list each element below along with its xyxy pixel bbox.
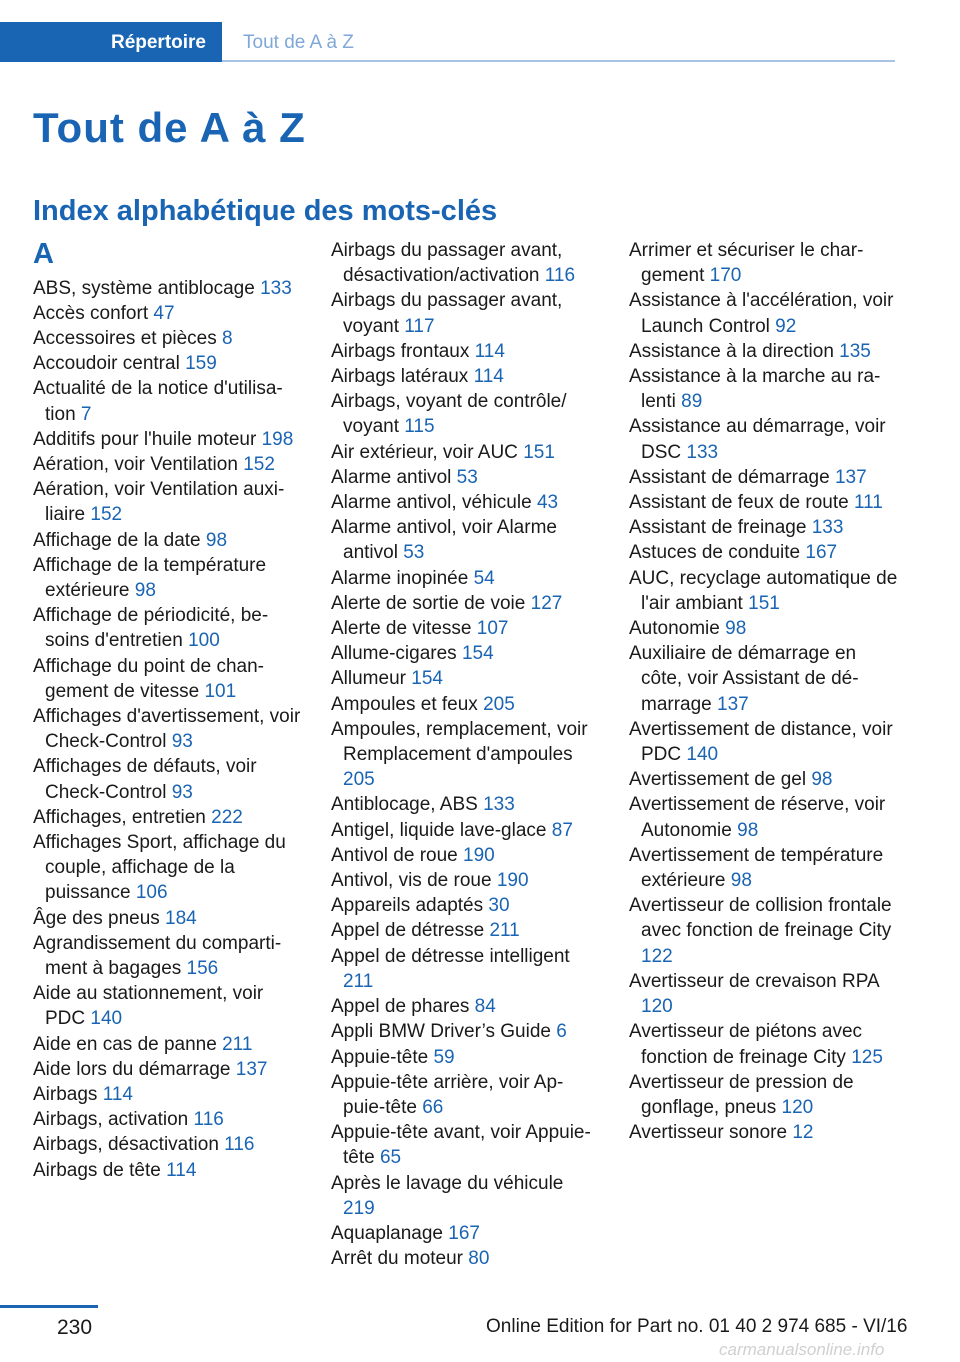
index-entry [629,717,901,767]
index-entry [331,944,599,994]
page-reference-link[interactable]: 93 [171,781,193,803]
index-entry [629,1070,901,1120]
index-entry [629,641,901,717]
index-entry [33,477,301,527]
index-entry [331,818,599,843]
page-reference-link[interactable]: 140 [686,744,719,766]
index-entry [629,1120,901,1145]
index-entry [331,868,599,893]
edition-text: Online Edition for Part no. 01 40 2 974 685 - VI/16 [486,1316,908,1337]
page-reference-link[interactable]: 211 [343,970,374,992]
page-reference-link[interactable]: 137 [235,1058,268,1080]
index-entry-text: Alerte de sortie de voie [331,592,526,614]
index-entry-text: Air extérieur, voir AUC [331,441,518,463]
index-entry-text: Âge des pneus [33,907,160,929]
index-entry [331,893,599,918]
page-reference-link[interactable]: 184 [165,907,197,929]
index-entry-text: Accès confort [33,302,149,324]
index-entry-text: Affichage du point de changement de vitesse [33,655,264,702]
index-entry [33,1107,301,1132]
index-entry [33,654,301,704]
page-reference-link[interactable]: 151 [748,592,780,614]
index-entry [331,1070,599,1120]
page-reference-link[interactable]: 65 [379,1147,402,1169]
header-divider [222,60,895,62]
index-entry-text: Affichage de la date [33,529,201,551]
index-entry-text: Agrandissement du compartiment à bagages [33,932,282,979]
index-entry-text: Affichage de périodicité, besoins d'entretien [33,605,269,652]
index-entry [629,767,901,792]
index-entry [629,465,901,490]
index-entry [33,301,301,326]
page-reference-link[interactable]: 170 [709,265,742,287]
index-entry-text: Appel de phares [331,996,470,1018]
index-entry [331,1246,599,1271]
index-entry-text: Avertisseur de piétons avec fonction de freinage City [629,1021,863,1068]
index-entry [331,692,599,717]
index-entry [331,616,599,641]
page-reference-link[interactable]: 211 [222,1033,253,1055]
index-entry-text: Antiblocage, ABS [331,794,478,816]
tab-repertoire-label: Répertoire [110,32,206,53]
index-entry [33,452,301,477]
page-reference-link[interactable]: 140 [90,1008,123,1030]
index-entry [33,427,301,452]
page-reference-link[interactable]: 66 [422,1096,444,1118]
index-entry-text: Alarme inopinée [331,567,469,589]
index-entry [331,490,599,515]
page-reference-link[interactable]: 222 [211,806,243,828]
index-entry-text: Additifs pour l'huile moteur [33,428,257,450]
page-reference-link[interactable]: 101 [204,680,237,702]
index-entry [331,339,599,364]
tab-tout-de-a-a-z[interactable]: Tout de A à Z [243,32,354,53]
index-entry [629,414,901,464]
index-entry [33,931,301,981]
page-reference-link[interactable]: 114 [474,340,505,362]
index-entry-text: Affichages, entretien [33,806,206,828]
index-entry-text: Airbags du passager avant, désactivation/activation [331,240,563,287]
page-number: 230 [57,1316,93,1339]
index-entry-text: Avertissement de réserve, voir Autonomie [629,794,886,841]
page-reference-link[interactable]: 87 [551,819,573,841]
index-column-3 [629,238,901,1145]
index-entry [331,1045,599,1070]
index-subtitle: Index alphabétique des mots-clés [33,195,498,227]
index-entry [331,918,599,943]
index-entry-text: Avertissement de gel [629,769,807,791]
page-reference-link[interactable]: 219 [343,1197,375,1219]
page-reference-link[interactable]: 154 [461,643,494,665]
page-reference-link[interactable]: 137 [834,466,867,488]
index-entry [331,792,599,817]
page-reference-link[interactable]: 107 [476,618,509,640]
index-entry-text: Appel de détresse intelligent [331,945,570,967]
page-reference-link[interactable]: 127 [530,592,563,614]
index-entry-text: Airbags latéraux [331,366,469,388]
index-entry-text: Appuie-tête avant, voir Appuie-tête [331,1122,591,1169]
index-entry-text: Aération, voir Ventilation [33,453,238,475]
page-reference-link[interactable]: 106 [135,882,168,904]
index-entry [33,1158,301,1183]
page-reference-link[interactable]: 53 [456,466,478,488]
index-entry [33,906,301,931]
index-entry-text: Assistance à l'accélération, voir Launch Control [629,290,894,337]
index-entry-text: Appuie-tête [331,1046,429,1068]
index-list-3 [629,238,901,1145]
page-reference-link[interactable]: 98 [730,870,752,892]
index-entry-text: Assistant de démarrage [629,466,830,488]
index-entry-text: AUC, recyclage automatique de l'air ambiant [629,567,898,614]
page-reference-link[interactable]: 154 [411,668,443,690]
index-entry-text: Airbags, désactivation [33,1134,219,1156]
page-reference-link[interactable]: 205 [343,769,375,791]
index-entry [629,566,901,616]
index-entry [331,641,599,666]
page-reference-link[interactable]: 92 [775,315,797,337]
page-reference-link[interactable]: 114 [166,1159,197,1181]
index-entry-text: Autonomie [629,618,720,640]
index-entry-text: Affichages de défauts, voir Check-Control [33,756,257,803]
index-entry [629,238,901,288]
page-reference-link[interactable]: 198 [261,428,294,450]
index-entry [331,843,599,868]
page-reference-link[interactable]: 98 [811,769,833,791]
index-entry [629,969,901,1019]
page-reference-link[interactable]: 152 [243,453,275,475]
index-column-2 [331,238,599,1271]
index-entry [629,490,901,515]
index-entry [629,843,901,893]
page-reference-link[interactable]: 151 [523,441,555,463]
index-entry [629,540,901,565]
index-entry-text: Assistant de feux de route [629,492,849,514]
page-reference-link[interactable]: 114 [473,366,504,388]
page-reference-link[interactable]: 137 [717,693,749,715]
page-reference-link[interactable]: 159 [185,353,217,375]
index-entry-text: Avertisseur de crevaison RPA [629,970,879,992]
index-entry [629,515,901,540]
watermark-logo: carmanualsonline.info [719,1340,885,1359]
page-reference-link[interactable]: 47 [153,302,175,324]
index-entry [331,515,599,565]
index-entry [331,440,599,465]
page-reference-link[interactable]: 117 [404,315,435,337]
index-entry-text: Appli BMW Driver’s Guide [331,1021,551,1043]
index-entry-text: Avertisseur de collision frontale avec fonction de freinage City [629,895,892,942]
page-reference-link[interactable]: 93 [171,731,193,753]
index-entry [33,1082,301,1107]
page-reference-link[interactable]: 7 [80,403,92,425]
index-entry [331,364,599,389]
index-entry-text: Appel de détresse [331,920,485,942]
index-entry-text: Alarme antivol [331,466,452,488]
index-entry-text: Antivol de roue [331,844,458,866]
index-entry-text: Assistant de freinage [629,517,807,539]
tab-repertoire[interactable] [0,22,222,62]
index-entry [331,238,599,288]
page-reference-link[interactable]: 167 [805,542,838,564]
index-entry [629,616,901,641]
index-entry-text: Airbags, voyant de contrôle/ voyant [331,391,567,438]
index-entry-text: Allume-cigares [331,643,457,665]
index-entry [33,1132,301,1157]
page-reference-link[interactable]: 54 [473,567,495,589]
index-entry [629,792,901,842]
index-entry-text: Arrimer et sécuriser le chargement [629,240,864,287]
footer-divider [0,1305,98,1308]
index-entry [331,994,599,1019]
index-entry [331,591,599,616]
index-entry [33,553,301,603]
page-reference-link[interactable]: 190 [463,844,495,866]
page-reference-link[interactable]: 190 [496,870,529,892]
index-entry-text: Aide au stationnement, voir PDC [33,983,264,1030]
page-reference-link[interactable]: 98 [134,579,156,601]
index-entry [33,376,301,426]
index-entry-text: Après le lavage du véhicule [331,1172,564,1194]
index-entry-text: Antigel, liquide lave-glace [331,819,547,841]
page-reference-link[interactable]: 152 [90,504,123,526]
page-reference-link[interactable]: 133 [260,277,292,299]
index-entry [629,339,901,364]
section-letter: A [33,238,54,270]
page-reference-link[interactable]: 100 [188,630,220,652]
page-reference-link[interactable]: 8 [222,327,233,349]
index-entry-text: Affichages Sport, affichage du couple, affichage de la puissance [33,831,286,904]
index-entry-text: Accoudoir central [33,353,180,375]
index-entry-text: Actualité de la notice d'utilisation [33,378,283,425]
index-entry [33,276,301,301]
index-entry-text: Airbags, activation [33,1109,189,1131]
index-entry-text: Alarme antivol, véhicule [331,492,532,514]
page-reference-link[interactable]: 156 [186,957,219,979]
index-entry-text: Avertissement de distance, voir PDC [629,718,893,766]
index-entry-text: Antivol, vis de roue [331,870,492,892]
index-column-1 [33,238,301,1183]
index-entry [331,1120,599,1170]
index-entry [33,603,301,653]
page-reference-link[interactable]: 205 [483,693,515,715]
index-entry-text: Airbags du passager avant, voyant [331,290,563,337]
index-entry [33,528,301,553]
page-reference-link[interactable]: 125 [851,1046,883,1068]
index-entry [331,666,599,691]
index-entry-text: Avertisseur de pression de gonflage, pneus [629,1071,854,1118]
index-entry-text: Ampoules et feux [331,693,478,715]
header-tabs [0,22,895,62]
index-entry-text: Allumeur [331,668,406,690]
index-entry [331,465,599,490]
index-entry [33,704,301,754]
page-reference-link[interactable]: 98 [737,819,759,841]
index-entry [331,1221,599,1246]
index-entry-text: Assistance à la marche au ralenti [629,366,881,413]
index-entry-text: Appareils adaptés [331,895,484,917]
index-entry-text: Aération, voir Ventilation auxiliaire [33,479,285,526]
page-reference-link[interactable]: 116 [224,1134,255,1156]
index-entry-text: Alerte de vitesse [331,618,472,640]
index-entry [33,326,301,351]
index-entry-text: Airbags de tête [33,1159,161,1181]
index-entry [331,717,599,793]
page-reference-link[interactable]: 120 [641,996,673,1018]
page-reference-link[interactable]: 133 [686,441,719,463]
index-entry-text: Accessoires et pièces [33,327,217,349]
page-reference-link[interactable]: 30 [488,895,510,917]
page-reference-link[interactable]: 89 [681,391,703,413]
page-reference-link[interactable]: 43 [536,492,559,514]
page-reference-link[interactable]: 120 [781,1096,814,1118]
page-reference-link[interactable]: 116 [193,1109,224,1131]
index-entry-text: Affichages d'avertissement, voir Check-Control [33,705,301,753]
page-reference-link[interactable]: 135 [839,340,871,362]
index-entry [629,364,901,414]
index-entry-text: Appuie-tête arrière, voir Appuie-tête [331,1071,564,1118]
page-reference-link[interactable]: 211 [489,920,520,942]
index-entry-text: Arrêt du moteur [331,1248,463,1270]
page-reference-link[interactable]: 133 [483,794,515,816]
index-entry [33,981,301,1031]
index-entry-text: Aquaplanage [331,1222,443,1244]
index-entry [331,389,599,439]
page-title: Tout de A à Z [33,104,306,151]
page-reference-link[interactable]: 12 [792,1122,814,1144]
index-entry [33,1057,301,1082]
index-entry-text: Avertissement de température extérieure [629,844,884,892]
index-list-2 [331,238,599,1271]
index-entry [331,1019,599,1044]
index-entry [331,1171,599,1221]
index-entry-text: ABS, système antiblocage [33,277,255,299]
page-reference-link[interactable]: 115 [404,416,435,438]
index-entry [331,566,599,591]
index-entry [629,893,901,969]
index-entry [629,1019,901,1069]
page-reference-link[interactable]: 116 [544,265,576,287]
page-reference-link[interactable]: 59 [433,1046,455,1068]
index-entry-text: Assistance à la direction [629,340,834,362]
page-reference-link[interactable]: 53 [403,542,425,564]
index-entry-text: Aide en cas de panne [33,1033,217,1055]
index-entry-text: Avertisseur sonore [629,1122,788,1144]
page-reference-link[interactable]: 98 [725,618,747,640]
page-reference-link[interactable]: 6 [556,1021,567,1043]
index-entry [33,754,301,804]
page-reference-link[interactable]: 133 [811,517,844,539]
page-reference-link[interactable]: 80 [468,1248,490,1270]
index-entry-text: Ampoules, remplacement, voir Remplacement d'ampoules [331,718,588,766]
index-entry [33,1032,301,1057]
index-entry [33,830,301,906]
page-reference-link[interactable]: 167 [448,1222,480,1244]
index-entry [33,805,301,830]
index-entry-text: Astuces de conduite [629,542,801,564]
page-reference-link[interactable]: 114 [102,1084,133,1105]
page-reference-link[interactable]: 84 [474,996,496,1018]
page-reference-link[interactable]: 122 [641,945,673,967]
index-entry [331,288,599,338]
index-entry-text: Auxiliaire de démarrage en côte, voir Assistant de démarrage [629,643,859,715]
page-reference-link[interactable]: 98 [205,529,228,551]
index-entry-text: Airbags [33,1084,98,1105]
index-entry-text: Airbags frontaux [331,340,470,362]
index-entry-text: Aide lors du démarrage [33,1058,231,1080]
index-entry-text: Alarme antivol, voir Alarme antivol [331,517,557,564]
index-entry-text: Assistance au démarrage, voir DSC [629,416,886,463]
index-entry [33,351,301,376]
index-entry [629,288,901,338]
page-reference-link[interactable]: 111 [853,492,883,514]
index-list-1 [33,276,301,1183]
index-entry-text: Affichage de la température extérieure [33,554,267,601]
